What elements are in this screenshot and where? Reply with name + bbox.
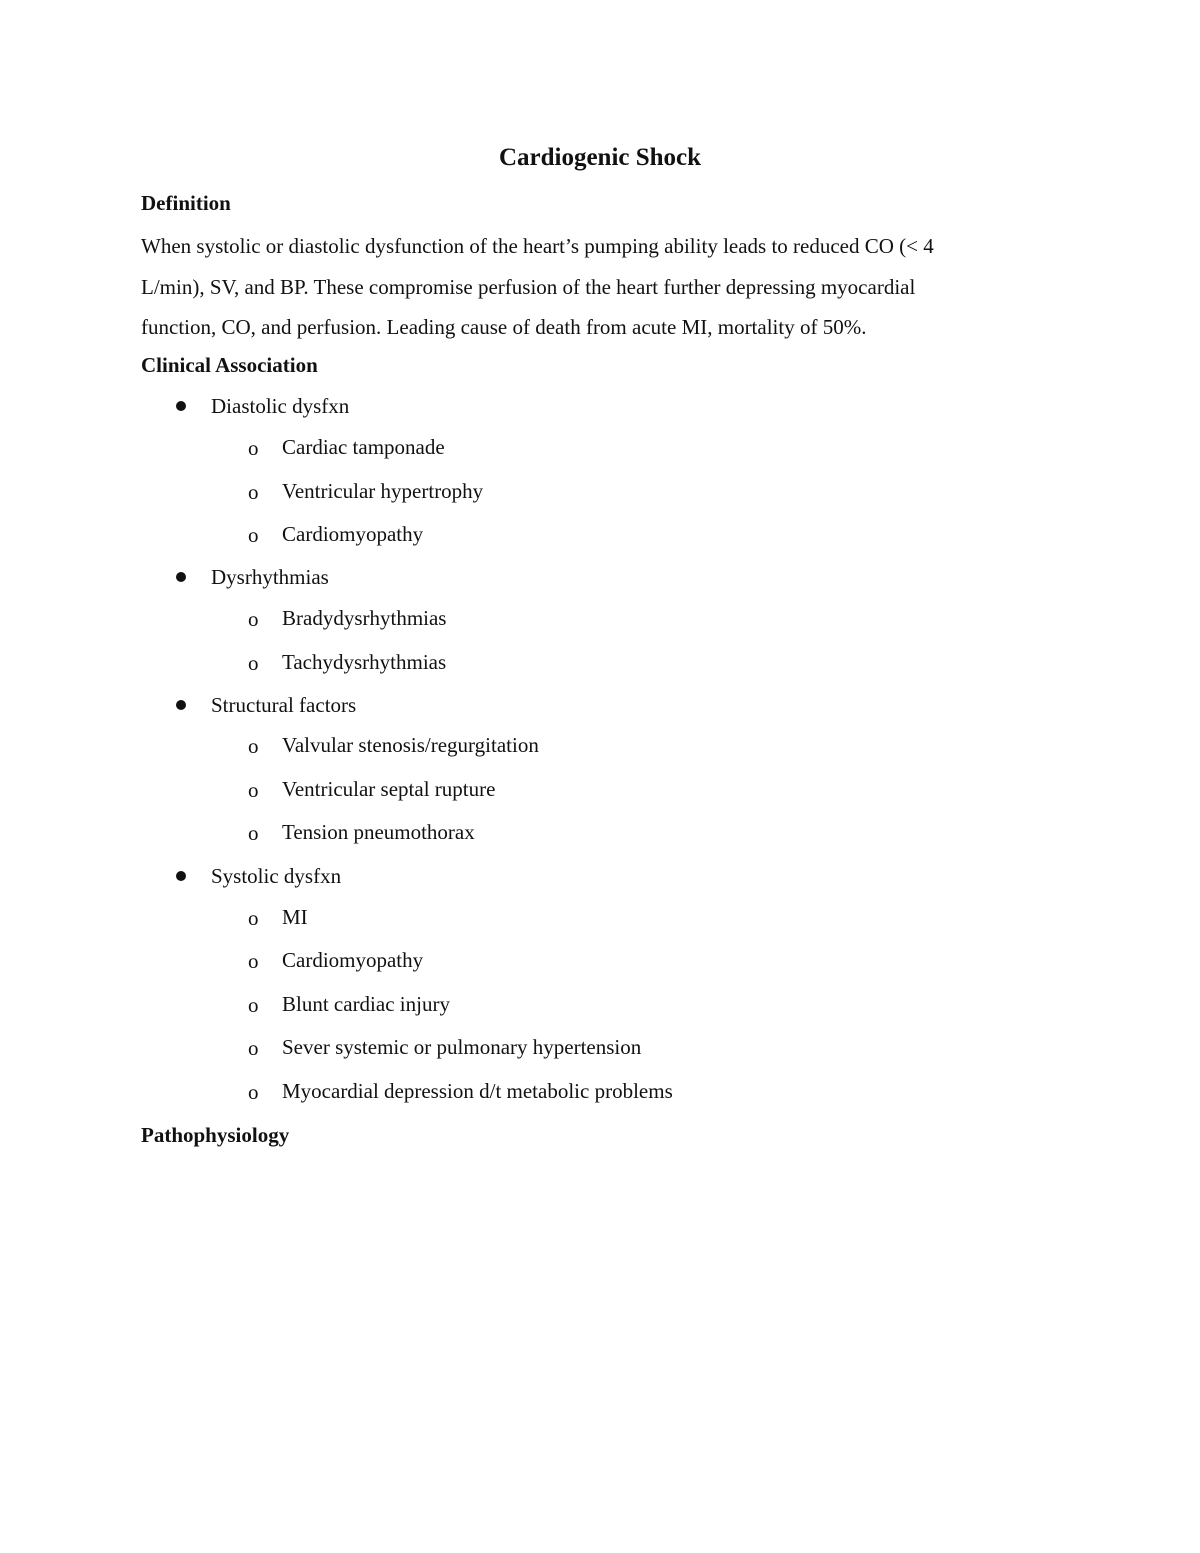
definition-line: function, CO, and perfusion. Leading cause of death from acute MI, mortality of 50%. xyxy=(141,315,867,339)
sub-list-item: MI xyxy=(282,905,308,929)
bullet-icon xyxy=(176,401,186,411)
sub-bullet-icon: o xyxy=(248,480,259,504)
sub-list-item: Bradydysrhythmias xyxy=(282,606,447,630)
bullet-icon xyxy=(176,700,186,710)
sub-list-item: Cardiomyopathy xyxy=(282,522,424,546)
sub-bullet-icon: o xyxy=(248,523,259,547)
sub-list-item: Ventricular hypertrophy xyxy=(282,479,484,503)
definition-line: When systolic or diastolic dysfunction of the heart’s pumping ability leads to reduced CO (< 4 xyxy=(141,234,934,258)
sub-list-item: Sever systemic or pulmonary hypertension xyxy=(282,1035,642,1059)
bullet-icon xyxy=(176,572,186,582)
definition-line: L/min), SV, and BP. These compromise perfusion of the heart further depressing myocardial xyxy=(141,274,916,299)
sub-list-item: Cardiomyopathy xyxy=(282,948,424,972)
sub-bullet-icon: o xyxy=(248,821,259,845)
definition-heading: Definition xyxy=(141,191,231,215)
pathophysiology-heading: Pathophysiology xyxy=(141,1123,290,1147)
sub-bullet-icon: o xyxy=(248,734,259,758)
sub-bullet-icon: o xyxy=(248,993,259,1017)
list-item: Dysrhythmias xyxy=(211,565,329,589)
sub-bullet-icon: o xyxy=(248,651,259,675)
sub-bullet-icon: o xyxy=(248,906,259,930)
list-item: Diastolic dysfxn xyxy=(211,394,350,418)
sub-list-item: Cardiac tamponade xyxy=(282,435,445,459)
bullet-icon xyxy=(176,871,186,881)
list-item: Structural factors xyxy=(211,693,357,717)
sub-bullet-icon: o xyxy=(248,1036,259,1060)
document-title: Cardiogenic Shock xyxy=(498,144,702,171)
sub-list-item: Ventricular septal rupture xyxy=(282,777,496,801)
clinical-association-heading: Clinical Association xyxy=(141,353,318,377)
sub-list-item: Myocardial depression d/t metabolic problems xyxy=(282,1079,673,1103)
sub-bullet-icon: o xyxy=(248,1080,259,1104)
sub-bullet-icon: o xyxy=(248,607,259,631)
sub-bullet-icon: o xyxy=(248,778,259,802)
sub-bullet-icon: o xyxy=(248,436,259,460)
list-item: Systolic dysfxn xyxy=(211,864,342,888)
sub-list-item: Tachydysrhythmias xyxy=(282,650,447,674)
sub-list-item: Tension pneumothorax xyxy=(282,820,475,844)
definition-paragraph xyxy=(141,226,1061,348)
sub-list-item: Blunt cardiac injury xyxy=(282,992,450,1016)
sub-bullet-icon: o xyxy=(248,949,259,973)
sub-list-item: Valvular stenosis/regurgitation xyxy=(282,733,539,757)
